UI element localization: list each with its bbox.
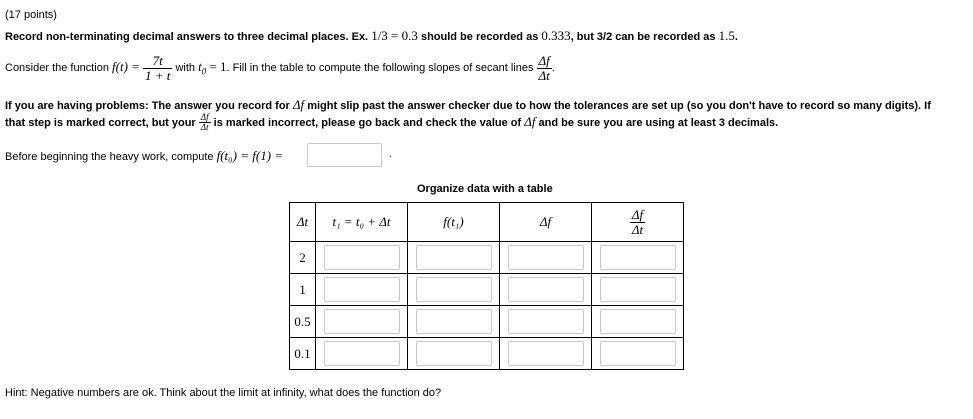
ft1-input[interactable] (416, 245, 492, 270)
secant-table (289, 202, 684, 370)
note-fraction: $\frac{\Delta f}{\Delta t}$ (200, 112, 209, 133)
t1-input[interactable] (324, 245, 400, 270)
function-line: Consider the function f(t) = $\frac{7t}{1 + t}$ with $t_0 = 1$. Fill in the table to compute the following slopes of secant lines $\frac{\Delta f}{\Delta t}$ . (5, 53, 555, 83)
problem-note-line1: If you are having problems: The answer you record for Δf might slip past the answer checker due to how the tolerances are set up (so you don't have to record so many digits). If (5, 97, 931, 112)
instruction-line: Record non-terminating decimal answers to three decimal places. Ex. 1/3 = 0.3 should be recorded as 0.333, but 3/2 can be recorded as 1.5. (5, 28, 738, 43)
table-row (290, 242, 684, 274)
problem-note-line2: that step is marked correct, but your $\frac{\Delta f}{\Delta t}$ is marked incorrect, please go back and check the value of Δf and be sure you are using at least 3 decimals. (5, 112, 779, 133)
ratio-input[interactable] (600, 277, 676, 302)
ratio-input[interactable] (600, 341, 676, 366)
hint-text: Hint: Negative numbers are ok. Think about the limit at infinity, what does the function do? (5, 387, 442, 399)
secant-slope-fraction: $\frac{\Delta f}{\Delta t}$ (538, 53, 550, 83)
before-line: Before beginning the heavy work, compute f(t₀) = f(1) = (5, 148, 284, 163)
table-row (290, 306, 684, 338)
header-ratio: $\frac{\Delta f}{\Delta t}$ (592, 203, 684, 242)
header-df: Δf (500, 203, 592, 242)
table-header-row (290, 203, 684, 242)
ratio-input[interactable] (600, 245, 676, 270)
dt-value: 1 (290, 274, 316, 306)
t1-input[interactable] (324, 309, 400, 334)
ft1-input[interactable] (416, 341, 492, 366)
dt-value: 2 (290, 242, 316, 274)
function-fraction: $\frac{7t}{1 + t}$ (144, 53, 171, 83)
df-input[interactable] (508, 309, 584, 334)
dt-value: 0.1 (290, 338, 316, 370)
before-period: . (389, 148, 393, 160)
table-row (290, 274, 684, 306)
ratio-input[interactable] (600, 309, 676, 334)
table-caption: Organize data with a table (417, 183, 553, 195)
f-t0-answer-input[interactable] (307, 143, 382, 167)
points-label: (17 points) (5, 9, 57, 21)
ft1-input[interactable] (416, 309, 492, 334)
df-input[interactable] (508, 277, 584, 302)
header-t1: t₁ = t₀ + Δt (316, 203, 408, 242)
dt-value: 0.5 (290, 306, 316, 338)
t1-input[interactable] (324, 277, 400, 302)
table-row (290, 338, 684, 370)
df-input[interactable] (508, 245, 584, 270)
ft1-input[interactable] (416, 277, 492, 302)
header-ft1: f(t₁) (408, 203, 500, 242)
header-dt: Δt (290, 203, 316, 242)
t1-input[interactable] (324, 341, 400, 366)
df-input[interactable] (508, 341, 584, 366)
